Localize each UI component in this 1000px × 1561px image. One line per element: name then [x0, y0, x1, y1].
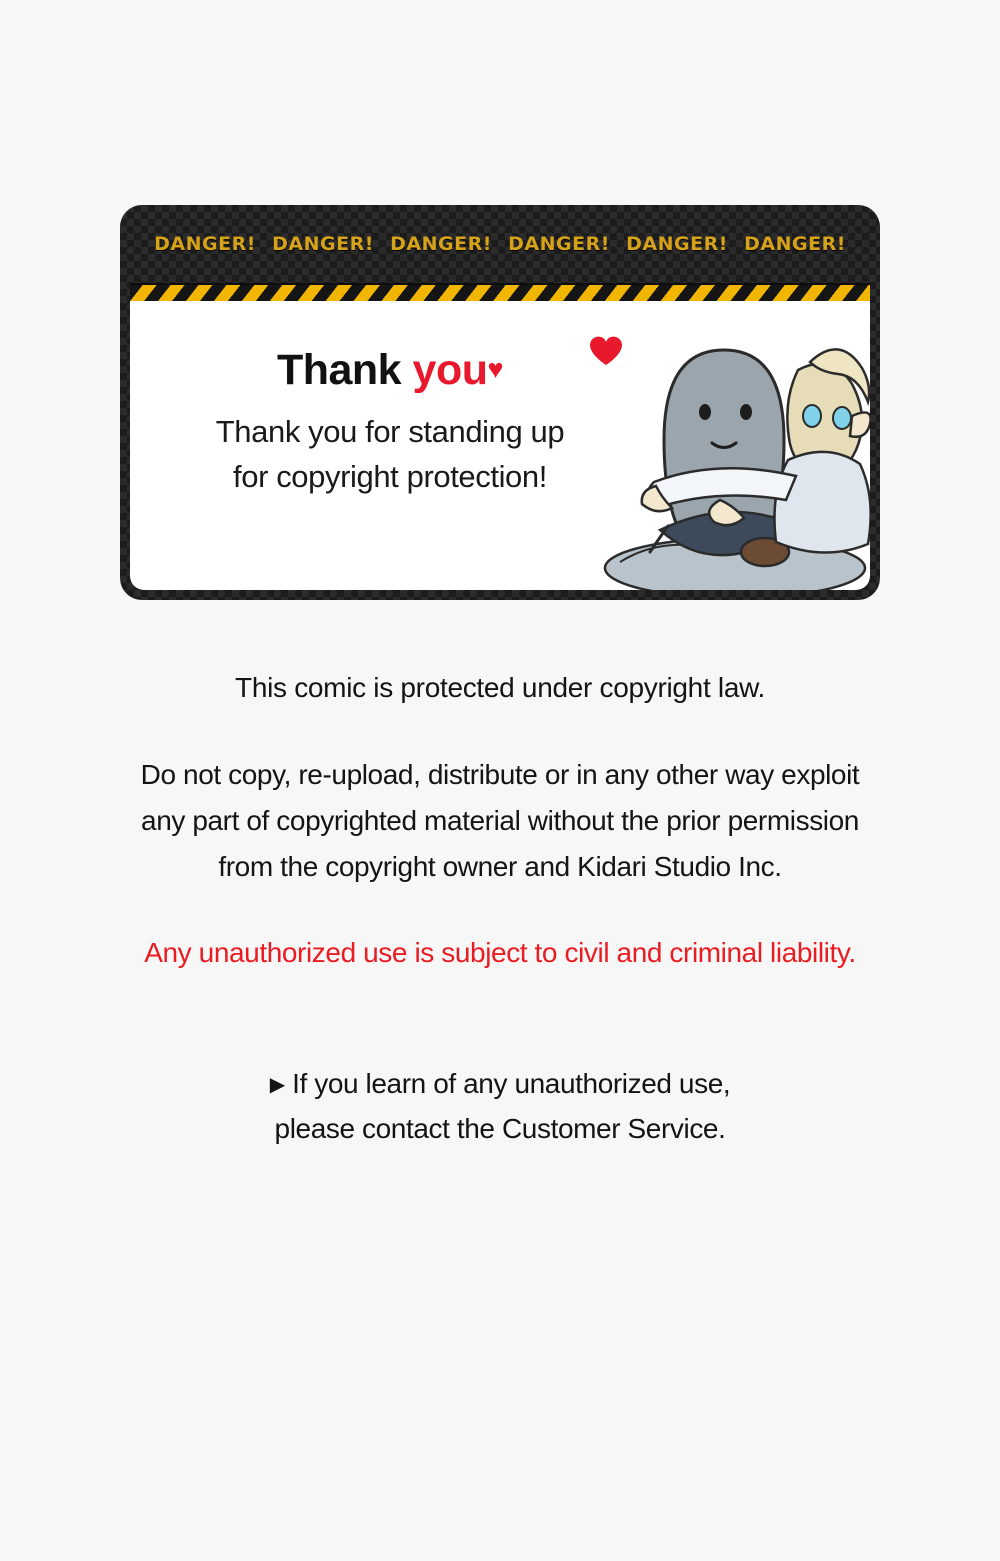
thank-you-subtitle-line2: for copyright protection! [233, 458, 547, 494]
danger-label: DANGER! [390, 233, 492, 255]
banner-content-panel [130, 301, 870, 590]
notice-line-1: This comic is protected under copyright law. [235, 672, 765, 703]
you-word: you [412, 346, 488, 394]
contact-note-line-2: please contact the Customer Service. [274, 1112, 726, 1144]
danger-label: DANGER! [508, 233, 610, 255]
danger-banner [120, 205, 880, 600]
copyright-notice-text [0, 672, 1000, 1151]
thank-word: Thank [276, 346, 402, 394]
contact-note-text-1: If you learn of any unauthorized use, [292, 1067, 731, 1099]
danger-label: DANGER! [626, 233, 728, 255]
notice-paragraph-line-1: Do not copy, re-upload, distribute or in any other way exploit [140, 759, 860, 790]
hazard-stripe-divider [130, 283, 870, 303]
triangle-bullet-icon: ▶ [269, 1073, 285, 1096]
liability-warning: Any unauthorized use is subject to civil and criminal liability. [144, 936, 856, 968]
contact-note-line-1 [0, 1061, 1000, 1106]
contact-note [0, 1061, 1000, 1152]
danger-label: DANGER! [744, 233, 846, 255]
danger-label: DANGER! [154, 233, 256, 255]
danger-strip [120, 205, 880, 283]
notice-paragraph [0, 752, 1000, 891]
danger-label: DANGER! [272, 233, 374, 255]
notice-paragraph-line-2: any part of copyrighted material without the prior permission [141, 805, 859, 837]
heart-icon: ♥ [487, 354, 504, 384]
floating-heart-icon [590, 337, 622, 365]
hug-illustration [560, 301, 870, 590]
notice-paragraph-line-3: from the copyright owner and Kidari Studio Inc. [218, 851, 782, 883]
thank-you-subtitle-line1: Thank you for standing up [215, 414, 565, 449]
